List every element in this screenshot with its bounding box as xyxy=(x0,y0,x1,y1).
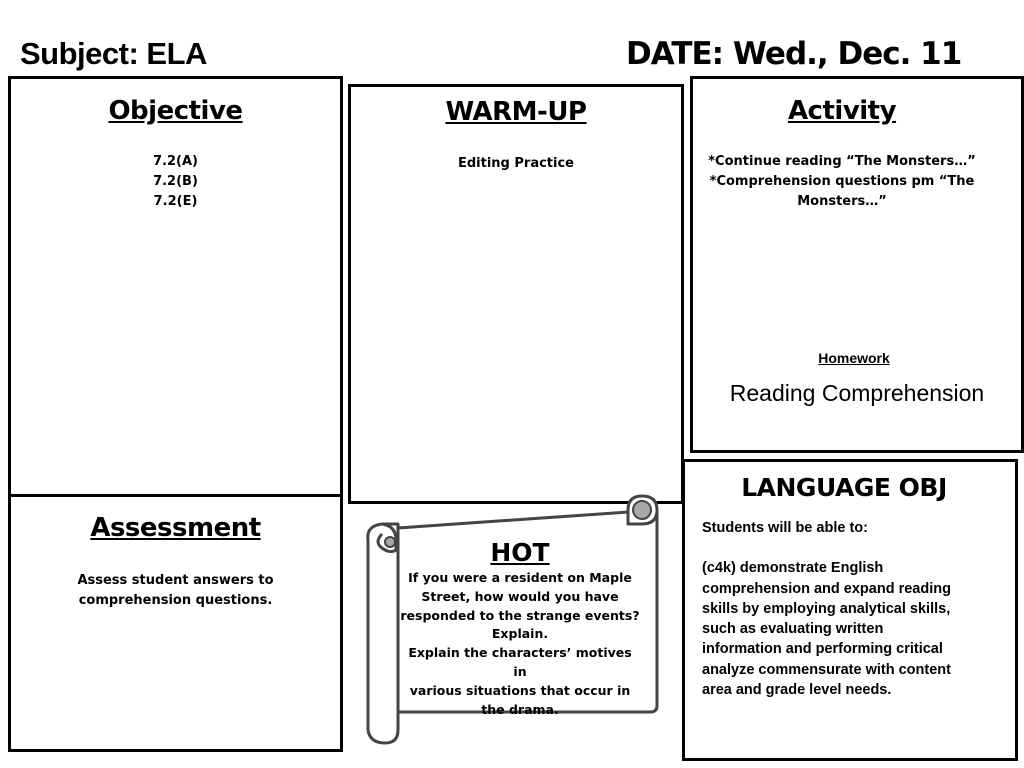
objective-item: 7.2(A) xyxy=(153,154,198,169)
assessment-line: Assess student answers to xyxy=(77,573,274,588)
objective-box xyxy=(8,76,343,497)
activity-box xyxy=(690,76,1024,453)
assessment-text xyxy=(11,571,340,611)
language-obj-line: (c4k) demonstrate English xyxy=(702,560,884,577)
assessment-line: comprehension questions. xyxy=(78,593,273,608)
warmup-text: Editing Practice xyxy=(457,156,574,171)
objective-list xyxy=(11,152,340,212)
language-obj-box xyxy=(682,459,1018,761)
language-obj-line: information and performing critical xyxy=(702,641,943,658)
activity-line: *Comprehension questions pm “The xyxy=(709,174,975,189)
hot-line: Explain. xyxy=(491,626,549,642)
hot-line: responded to the strange events? xyxy=(400,607,640,623)
warmup-title: WARM-UP xyxy=(445,97,587,127)
hot-section xyxy=(400,537,640,719)
hot-line: Street, how would you have xyxy=(421,588,619,604)
activity-lines xyxy=(693,152,991,212)
language-obj-line: skills by employing analytical skills, xyxy=(702,600,951,617)
objective-item: 7.2(B) xyxy=(153,174,198,189)
language-obj-body xyxy=(702,518,1002,700)
assessment-title: Assessment xyxy=(90,513,261,543)
date-heading: DATE: Wed., Dec. 11 xyxy=(626,36,962,72)
activity-line: *Continue reading “The Monsters…” xyxy=(708,154,976,169)
language-obj-line: analyze commensurate with content xyxy=(702,661,951,678)
hot-line: If you were a resident on Maple xyxy=(408,570,632,585)
language-obj-line: comprehension and expand reading xyxy=(702,580,951,597)
activity-title: Activity xyxy=(787,96,897,126)
language-obj-line: area and grade level needs. xyxy=(702,682,892,699)
subject-heading: Subject: ELA xyxy=(20,36,207,71)
objective-item: 7.2(E) xyxy=(153,194,198,209)
homework-text: Reading Comprehension xyxy=(729,380,985,406)
activity-line: Monsters…” xyxy=(797,194,887,209)
homework-label: Homework xyxy=(818,350,890,366)
language-obj-title: LANGUAGE OBJ xyxy=(741,473,947,502)
hot-title: HOT xyxy=(490,538,550,567)
hot-line: various situations that occur in xyxy=(409,682,631,698)
hot-line: the drama. xyxy=(481,701,559,717)
language-obj-line: such as evaluating written xyxy=(702,621,884,638)
hot-body xyxy=(400,569,640,719)
hot-line: Explain the characters’ motives in xyxy=(408,645,632,679)
warmup-box xyxy=(348,84,684,504)
language-obj-intro: Students will be able to: xyxy=(702,520,868,536)
objective-title: Objective xyxy=(108,96,243,126)
assessment-box xyxy=(8,494,343,752)
